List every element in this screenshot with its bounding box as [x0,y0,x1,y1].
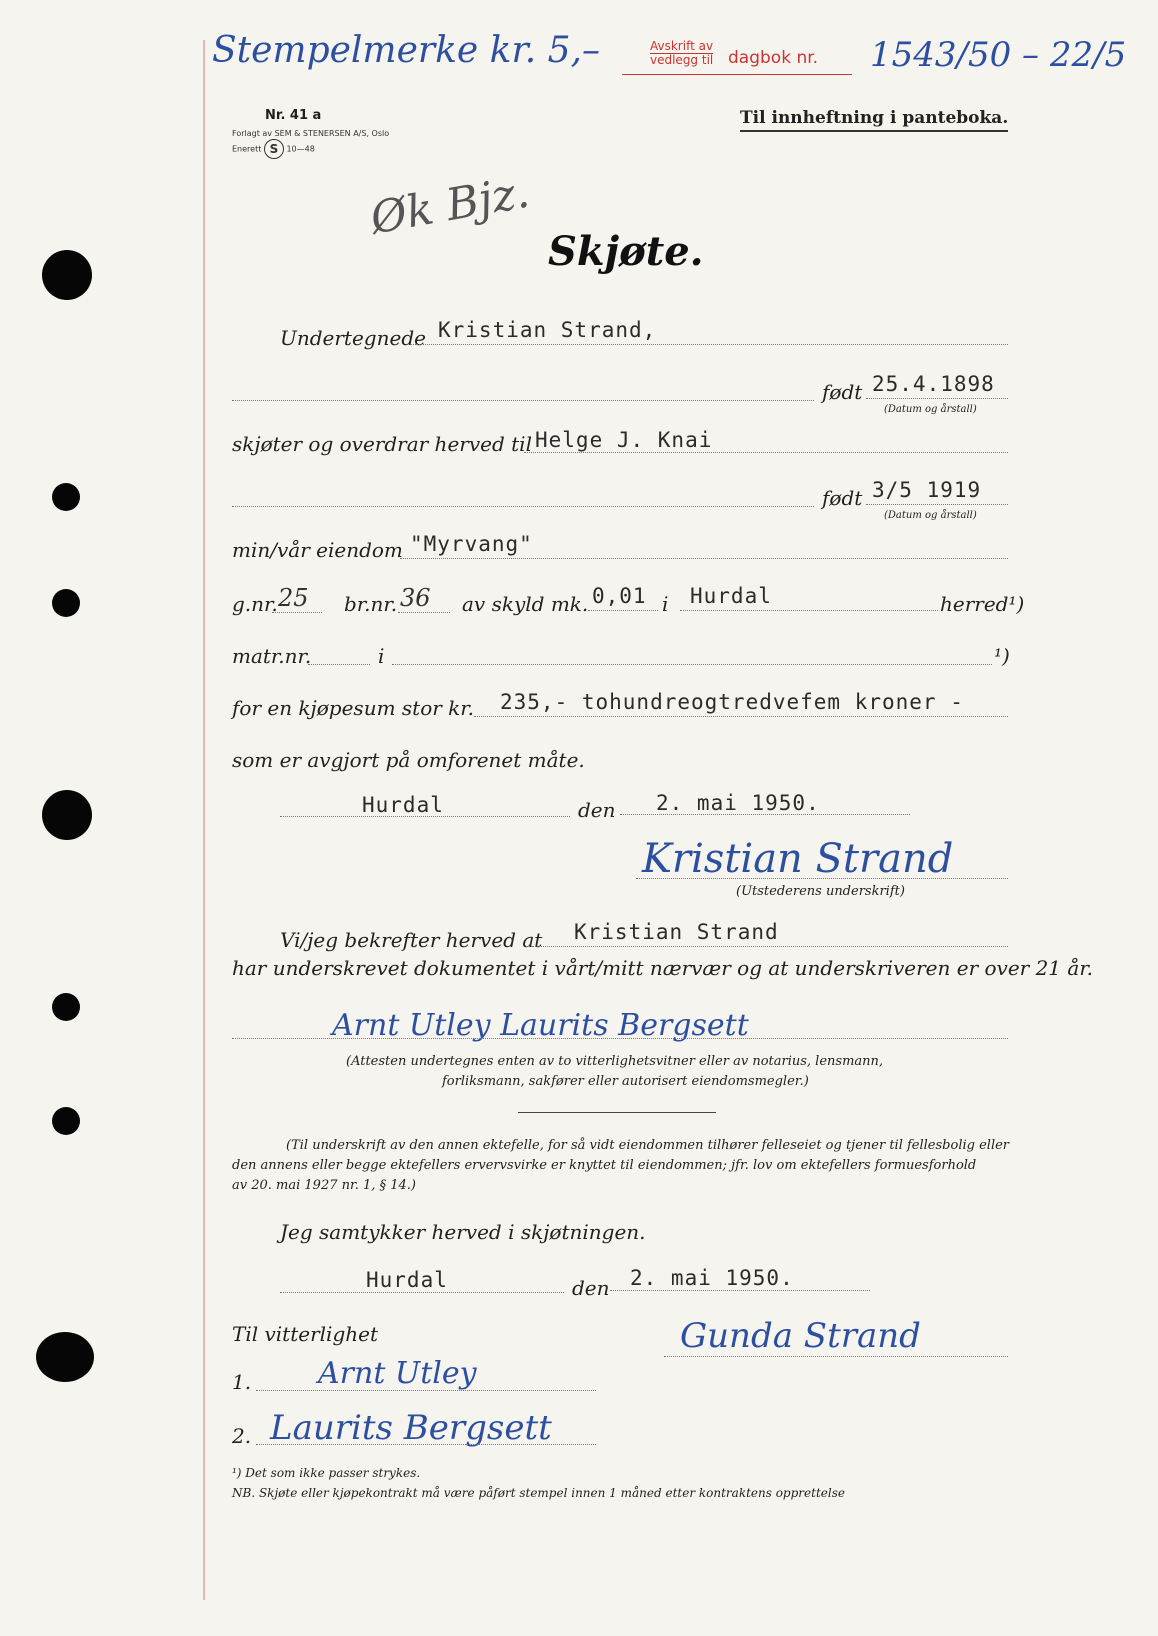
matr-label: matr.nr. [232,644,312,668]
datum-note-2: (Datum og årstall) [884,510,977,521]
signature-line [232,1038,1008,1039]
fill-line [588,610,658,611]
date-1: 2. mai 1950. [656,791,820,815]
fodt-value-2: 3/5 1919 [872,478,982,502]
matr-end: ¹) [994,644,1010,668]
fill-line [620,814,910,815]
fill-line [474,716,1008,717]
punch-hole [42,250,92,300]
skyld-label: av skyld mk. [462,592,589,616]
vitterlighet-label: Til vitterlighet [232,1322,379,1346]
fodt-value-1: 25.4.1898 [872,372,995,396]
eiendom-value: "Myrvang" [410,532,533,556]
fill-line [524,452,1008,453]
utsteder-note: (Utstederens underskrift) [736,884,905,899]
signature-line [664,1356,1008,1357]
dagbok-number: 1543/50 – 22/5 [870,35,1127,75]
undertegnede-value: Kristian Strand, [438,318,657,342]
footnote-1: ¹) Det som ikke passer strykes. [232,1466,421,1480]
document-title: Skjøte. [548,228,704,275]
punch-hole [52,993,80,1021]
signature-gunda-strand: Gunda Strand [680,1316,921,1356]
red-stamp [650,40,713,67]
red-stamp-line-2: vedlegg til [650,53,714,67]
gnr-value: 25 [278,584,309,612]
punch-hole [52,589,80,617]
signature-kristian-strand: Kristian Strand [642,836,954,882]
herred-label: herred¹) [940,592,1025,616]
signature-line [636,878,1008,879]
place-2: Hurdal [366,1268,448,1292]
kjopesum-value: 235,- tohundreogtredvefem kroner - [500,690,964,714]
den-label-2: den [572,1276,610,1300]
fill-line [680,610,938,611]
skjoter-label: skjøter og overdrar herved til [232,432,532,456]
fodt-label-2: født [822,486,863,510]
margin-rule [203,40,205,1600]
fill-line [410,344,1008,345]
publisher-line: Forlagt av SEM & STENERSEN A/S, Oslo [232,129,390,138]
fodt-label-1: født [822,380,863,404]
red-underline [622,74,852,75]
herred-value: Hurdal [690,584,772,608]
til-innheftning-note: Til innheftning i panteboka. [740,108,1008,132]
buyer-value: Helge J. Knai [535,428,713,452]
publisher-block [232,128,389,159]
fill-line [272,612,322,613]
ektefelle-note-3: av 20. mai 1927 nr. 1, § 14.) [232,1178,416,1193]
dagbok-label: dagbok nr. [728,48,819,68]
divider [518,1112,716,1113]
matr-i-label: i [378,644,385,668]
fill-line [308,664,370,665]
punch-hole [52,1107,80,1135]
fill-line [232,506,814,507]
fill-line [280,816,570,817]
punch-hole [42,790,92,840]
fill-line [526,946,1008,947]
signature-line [256,1390,596,1391]
attest-note-1: (Attesten undertegnes enten av to vitterlighetsvitner eller av notarius, lensmann, [346,1054,884,1069]
witness-1-number: 1. [232,1370,252,1394]
ektefelle-note-1: (Til underskrift av den annen ektefelle, for så vidt eiendommen tilhører felleseiet og tjener til fellesbolig eller [286,1138,1010,1153]
datum-note-1: (Datum og årstall) [884,404,977,415]
fill-line [866,504,1008,505]
publisher-logo: S [264,139,284,159]
place-1: Hurdal [362,793,444,817]
punch-hole [36,1332,94,1382]
stamp-fee-handwritten: Stempelmerke kr. 5,– [212,30,600,71]
signature-line [256,1444,596,1445]
fill-line [400,558,1008,559]
footnote-2: NB. Skjøte eller kjøpekontrakt må være påført stempel innen 1 måned etter kontraktens opprettelse [232,1486,845,1500]
i-label: i [662,592,669,616]
punch-hole [52,483,80,511]
fill-line [866,398,1008,399]
fill-line [398,612,450,613]
kjopesum-label: for en kjøpesum stor kr. [232,696,475,720]
eiendom-label: min/vår eiendom [232,538,403,562]
samtykker-text: Jeg samtykker herved i skjøtningen. [280,1220,646,1244]
fill-line [392,664,992,665]
witness-1-signature: Arnt Utley [318,1356,477,1391]
fill-line [610,1290,870,1291]
fill-line [232,400,814,401]
den-label-1: den [578,798,616,822]
gnr-label: g.nr. [232,592,278,616]
witness-signatures: Arnt Utley Laurits Bergsett [332,1008,749,1043]
red-stamp-line-1: Avskrift av [650,39,714,53]
witness-2-number: 2. [232,1424,252,1448]
publisher-date: 10—48 [286,144,315,154]
witness-2-signature: Laurits Bergsett [270,1408,552,1448]
form-number: Nr. 41 a [265,108,322,123]
skyld-value: 0,01 [592,584,647,608]
margin-initials: Øk Bjz. [366,166,534,245]
avgjort-text: som er avgjort på omforenet måte. [232,748,585,772]
undertegnede-label: Undertegnede [280,326,426,350]
brnr-label: br.nr. [344,592,398,616]
brnr-value: 36 [400,584,431,612]
publisher-enerett: Enerett [232,144,262,154]
ektefelle-note-2: den annens eller begge ektefellers ervervsvirke er knyttet til eiendommen; jfr. lov om ektefellers formuesforhold [232,1158,977,1173]
underskrevet-text: har underskrevet dokumentet i vårt/mitt nærvær og at underskriveren er over 21 år. [232,956,1094,980]
fill-line [280,1292,564,1293]
bekrefter-label: Vi/jeg bekrefter herved at [280,928,543,952]
date-2: 2. mai 1950. [630,1266,794,1290]
bekrefter-value: Kristian Strand [574,920,779,944]
attest-note-2: forliksmann, sakfører eller autorisert eiendomsmegler.) [442,1074,809,1089]
